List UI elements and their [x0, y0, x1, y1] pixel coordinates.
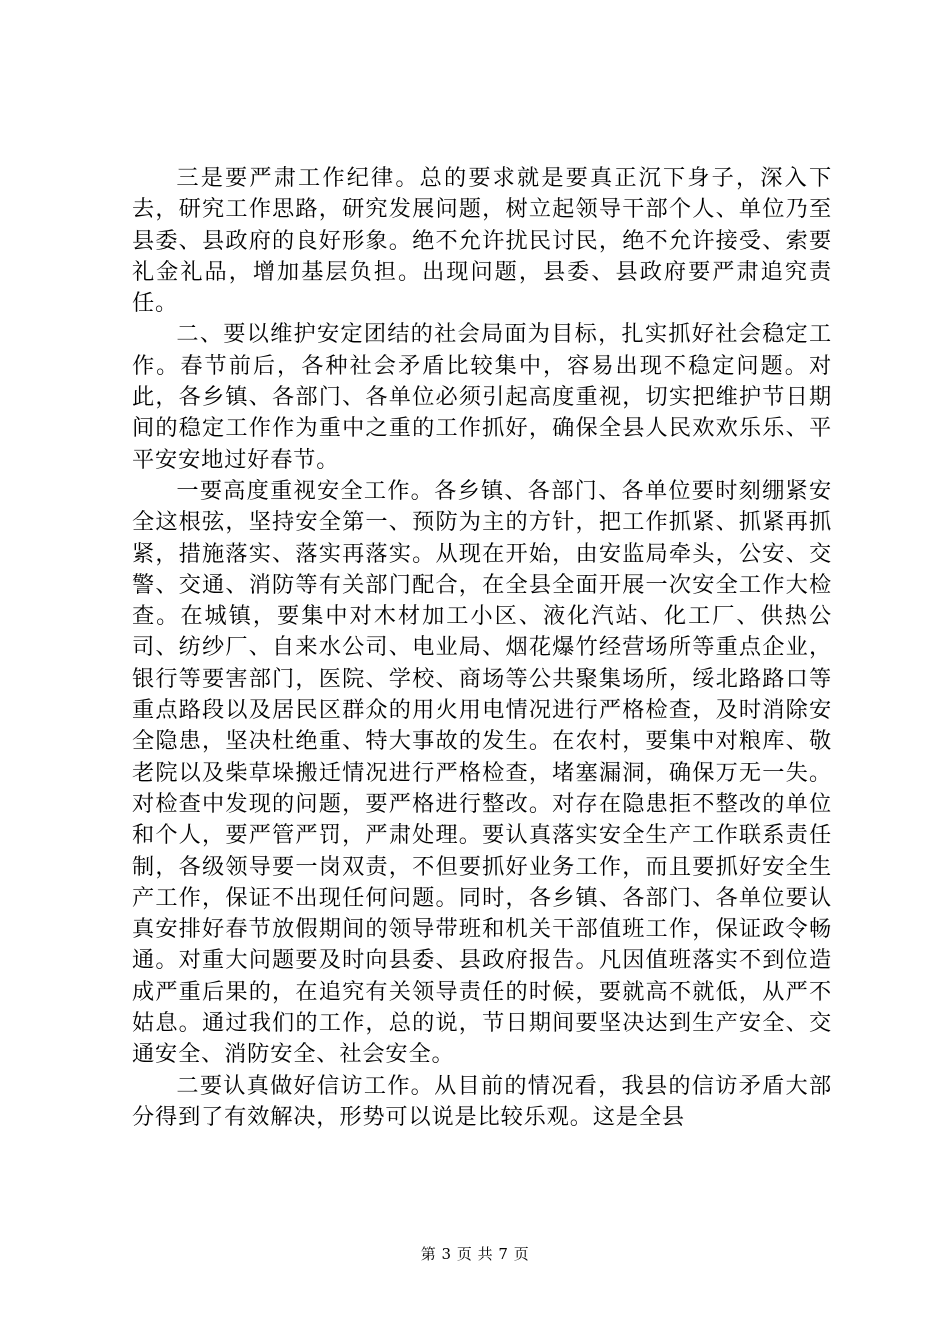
document-body	[132, 163, 832, 1133]
paragraph-petition-work: 二要认真做好信访工作。从目前的情况看，我县的信访矛盾大部分得到了有效解决，形势可以说是比较乐观。这是全县	[132, 1072, 832, 1130]
paragraph-social-stability: 二、要以维护安定团结的社会局面为目标，扎实抓好社会稳定工作。春节前后，各种社会矛盾比较集中，容易出现不稳定问题。对此，各乡镇、各部门、各单位必须引起高度重视，切实把维护节日期间的稳定工作作为重中之重的工作抓好，确保全县人民欢欢乐乐、平平安安地过好春节。	[132, 321, 832, 473]
paragraph-discipline: 三是要严肃工作纪律。总的要求就是要真正沉下身子，深入下去，研究工作思路，研究发展问题，树立起领导干部个人、单位乃至县委、县政府的良好形象。绝不允许扰民讨民，绝不允许接受、索要礼金礼品，增加基层负担。出现问题，县委、县政府要严肃追究责任。	[132, 165, 832, 317]
paragraph-safety-work: 一要高度重视安全工作。各乡镇、各部门、各单位要时刻绷紧安全这根弦，坚持安全第一、预防为主的方针，把工作抓紧、抓紧再抓紧，措施落实、落实再落实。从现在开始，由安监局牵头，公安、交警、交通、消防等有关部门配合，在全县全面开展一次安全工作大检查。在城镇，要集中对木材加工小区、液化汽站、化工厂、供热公司、纺纱厂、自来水公司、电业局、烟花爆竹经营场所等重点企业，银行等要害部门，医院、学校、商场等公共聚集场所，绥北路路口等重点路段以及居民区群众的用火用电情况进行严格检查，及时消除安全隐患，坚决杜绝重、特大事故的发生。在农村，要集中对粮库、敬老院以及柴草垛搬迁情况进行严格检查，堵塞漏洞，确保万无一失。对检查中发现的问题，要严格进行整改。对存在隐患拒不整改的单位和个人，要严管严罚，严肃处理。要认真落实安全生产工作联系责任制，各级领导要一岗双责，不但要抓好业务工作，而且要抓好安全生产工作，保证不出现任何问题。同时，各乡镇、各部门、各单位要认真安排好春节放假期间的领导带班和机关干部值班工作，保证政令畅通。对重大问题要及时向县委、县政府报告。凡因值班落实不到位造成严重后果的，在追究有关领导责任的时候，要就高不就低，从严不姑息。通过我们的工作，总的说，节日期间要坚决达到生产安全、交通安全、消防安全、社会安全。	[132, 477, 832, 1068]
page-number-footer: 第 3 页 共 7 页	[420, 1245, 530, 1263]
